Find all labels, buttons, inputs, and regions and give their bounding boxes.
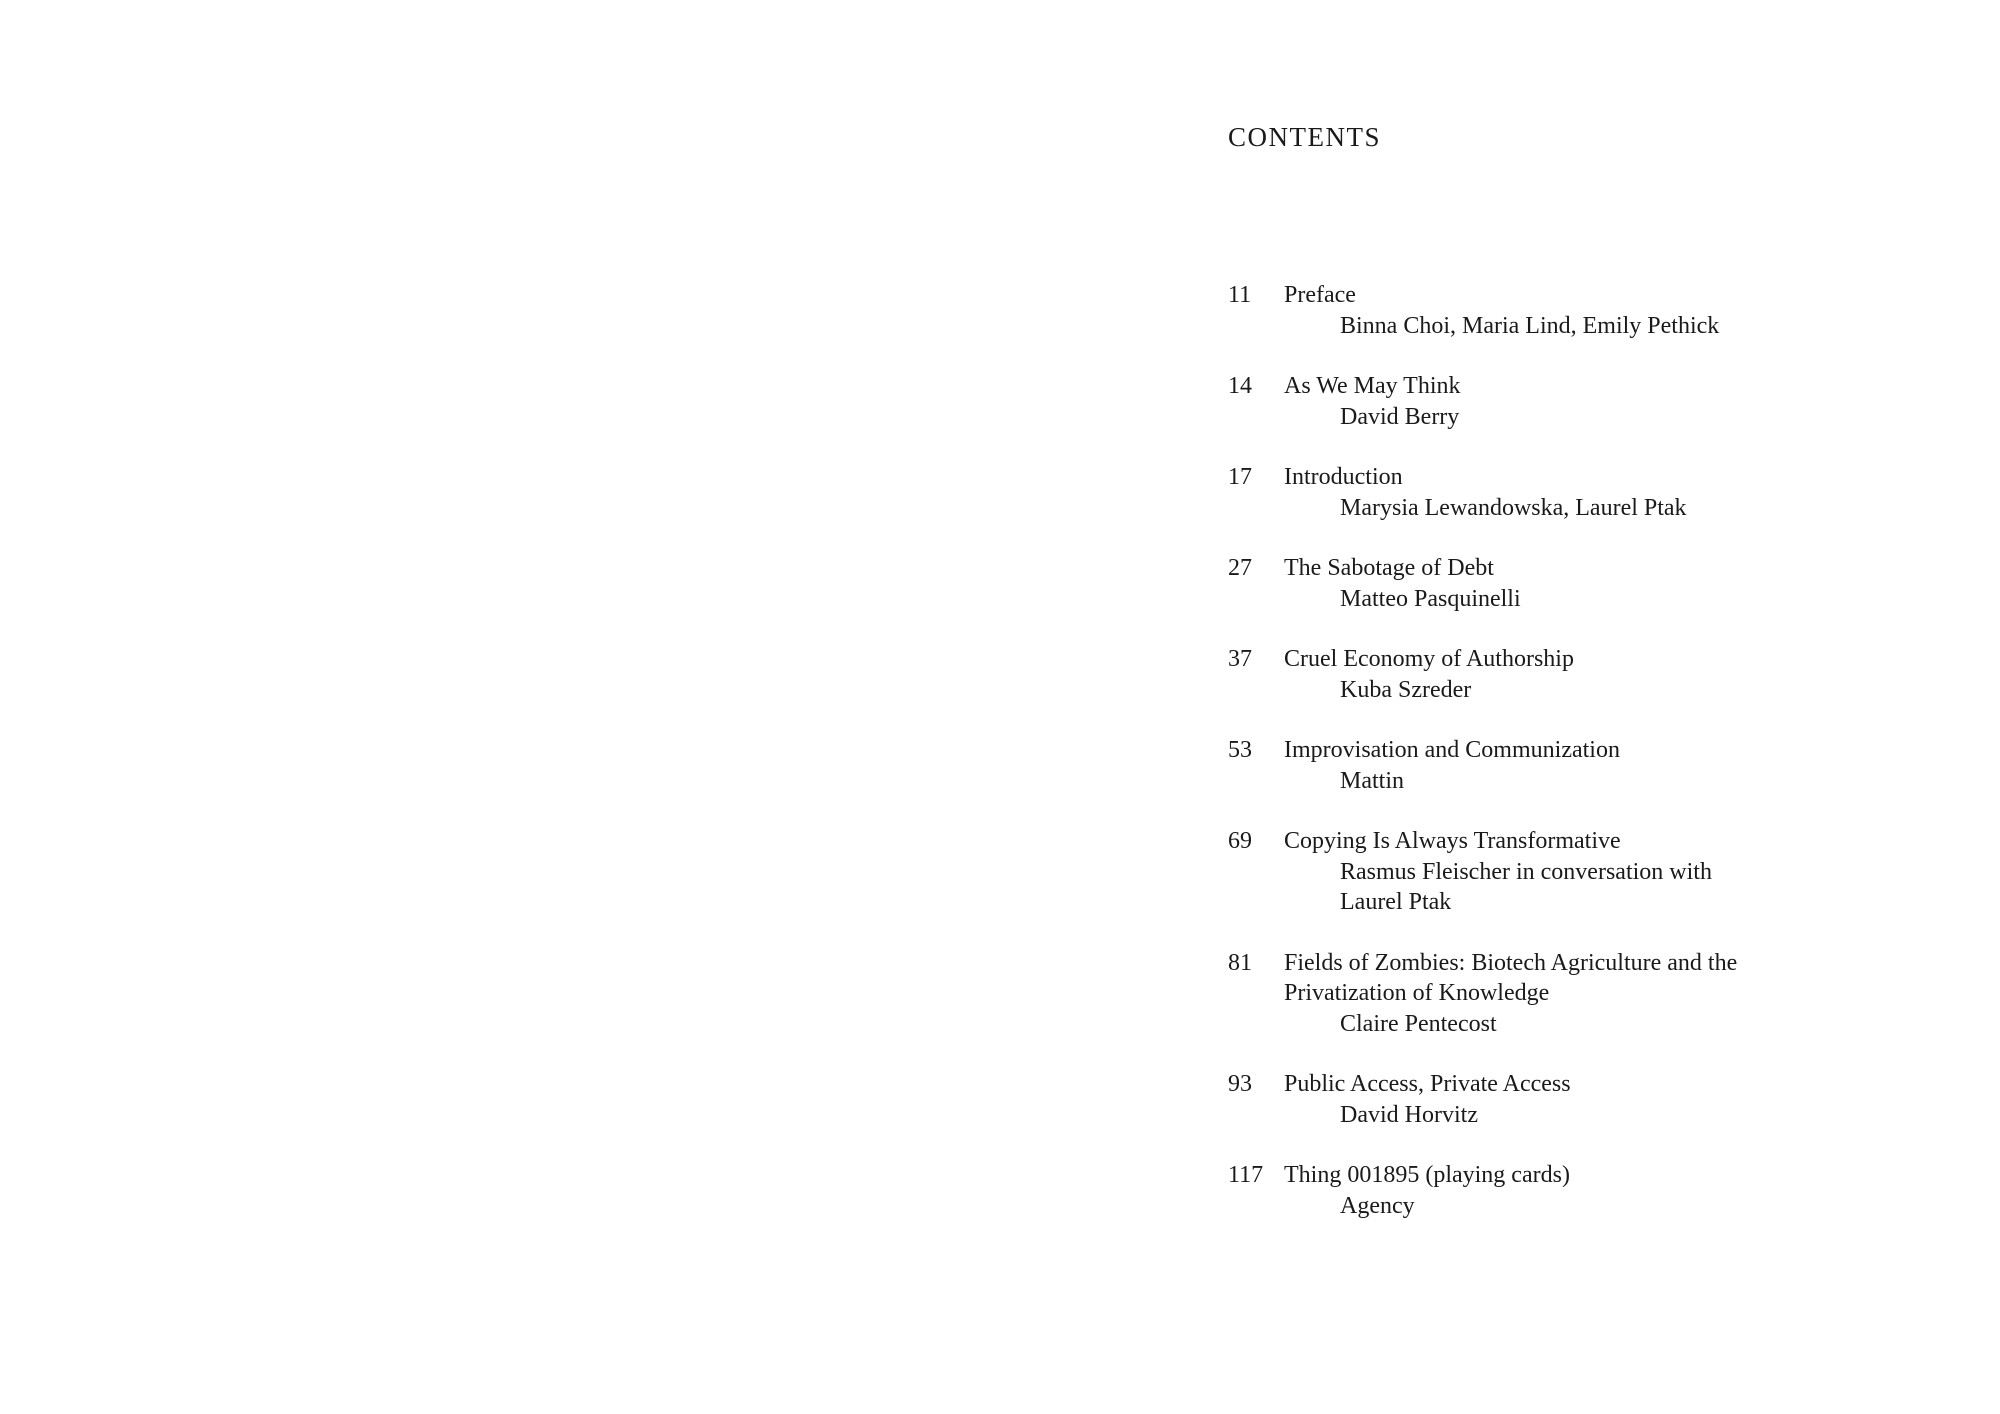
toc-title: Cruel Economy of Authorship bbox=[1284, 646, 1574, 672]
toc-title: The Sabotage of Debt bbox=[1284, 555, 1494, 581]
toc-entry-main bbox=[1228, 826, 1948, 857]
toc-page-number: 69 bbox=[1228, 828, 1252, 854]
toc-title: Thing 001895 (playing cards) bbox=[1284, 1162, 1570, 1188]
toc-author: David Berry bbox=[1340, 403, 1460, 430]
toc-entry-main bbox=[1228, 1160, 1948, 1191]
toc-entry-main bbox=[1228, 1069, 1948, 1100]
toc-title: As We May Think bbox=[1284, 373, 1461, 399]
toc-entry bbox=[1228, 948, 1948, 1040]
toc-page-number: 17 bbox=[1228, 464, 1252, 490]
toc-page-number: 37 bbox=[1228, 646, 1252, 672]
toc-author: Marysia Lewandowska, Laurel Ptak bbox=[1340, 494, 1687, 521]
toc-entry bbox=[1228, 553, 1948, 614]
toc-page-number: 11 bbox=[1228, 282, 1252, 308]
toc-author: Claire Pentecost bbox=[1340, 1010, 1497, 1037]
toc-entry-main bbox=[1228, 280, 1948, 311]
toc-page-number: 93 bbox=[1228, 1071, 1252, 1097]
toc-page-number: 14 bbox=[1228, 373, 1252, 399]
contents-page bbox=[1000, 0, 2000, 1414]
toc-entry-main bbox=[1228, 462, 1948, 493]
toc-page-number: 27 bbox=[1228, 555, 1252, 581]
toc-entry-main bbox=[1228, 735, 1948, 766]
toc-author: Binna Choi, Maria Lind, Emily Pethick bbox=[1340, 312, 1720, 339]
toc-page-number: 53 bbox=[1228, 737, 1252, 763]
toc-author: Mattin bbox=[1340, 767, 1404, 794]
toc-title: Copying Is Always Transformative bbox=[1284, 828, 1621, 854]
toc-entry bbox=[1228, 280, 1948, 341]
toc-author: David Horvitz bbox=[1340, 1101, 1478, 1128]
toc-entry bbox=[1228, 735, 1948, 796]
toc-page-number: 117 bbox=[1228, 1162, 1264, 1188]
toc-entry bbox=[1228, 826, 1948, 918]
toc-author: Rasmus Fleischer in conversation with Laurel Ptak bbox=[1340, 858, 1712, 915]
toc-author: Agency bbox=[1340, 1192, 1415, 1219]
toc-title: Public Access, Private Access bbox=[1284, 1071, 1571, 1097]
toc-entry bbox=[1228, 1160, 1948, 1221]
toc-entry-main bbox=[1228, 553, 1948, 584]
toc-entry-main bbox=[1228, 371, 1948, 402]
toc-page-number: 81 bbox=[1228, 949, 1252, 976]
table-of-contents bbox=[1228, 280, 1948, 1251]
contents-heading: CONTENTS bbox=[1228, 122, 1381, 152]
toc-title: Preface bbox=[1284, 282, 1356, 308]
toc-entry bbox=[1228, 371, 1948, 432]
toc-entry-main bbox=[1228, 948, 1948, 1009]
toc-author: Matteo Pasquinelli bbox=[1340, 585, 1521, 612]
toc-entry bbox=[1228, 462, 1948, 523]
toc-author: Kuba Szreder bbox=[1340, 676, 1472, 703]
toc-title: Improvisation and Communization bbox=[1284, 737, 1620, 763]
toc-title: Introduction bbox=[1284, 464, 1403, 490]
toc-title: Fields of Zombies: Biotech Agriculture and the Privatization of Knowledge bbox=[1284, 949, 1738, 1006]
toc-entry bbox=[1228, 1069, 1948, 1130]
toc-entry bbox=[1228, 644, 1948, 705]
toc-entry-main bbox=[1228, 644, 1948, 675]
